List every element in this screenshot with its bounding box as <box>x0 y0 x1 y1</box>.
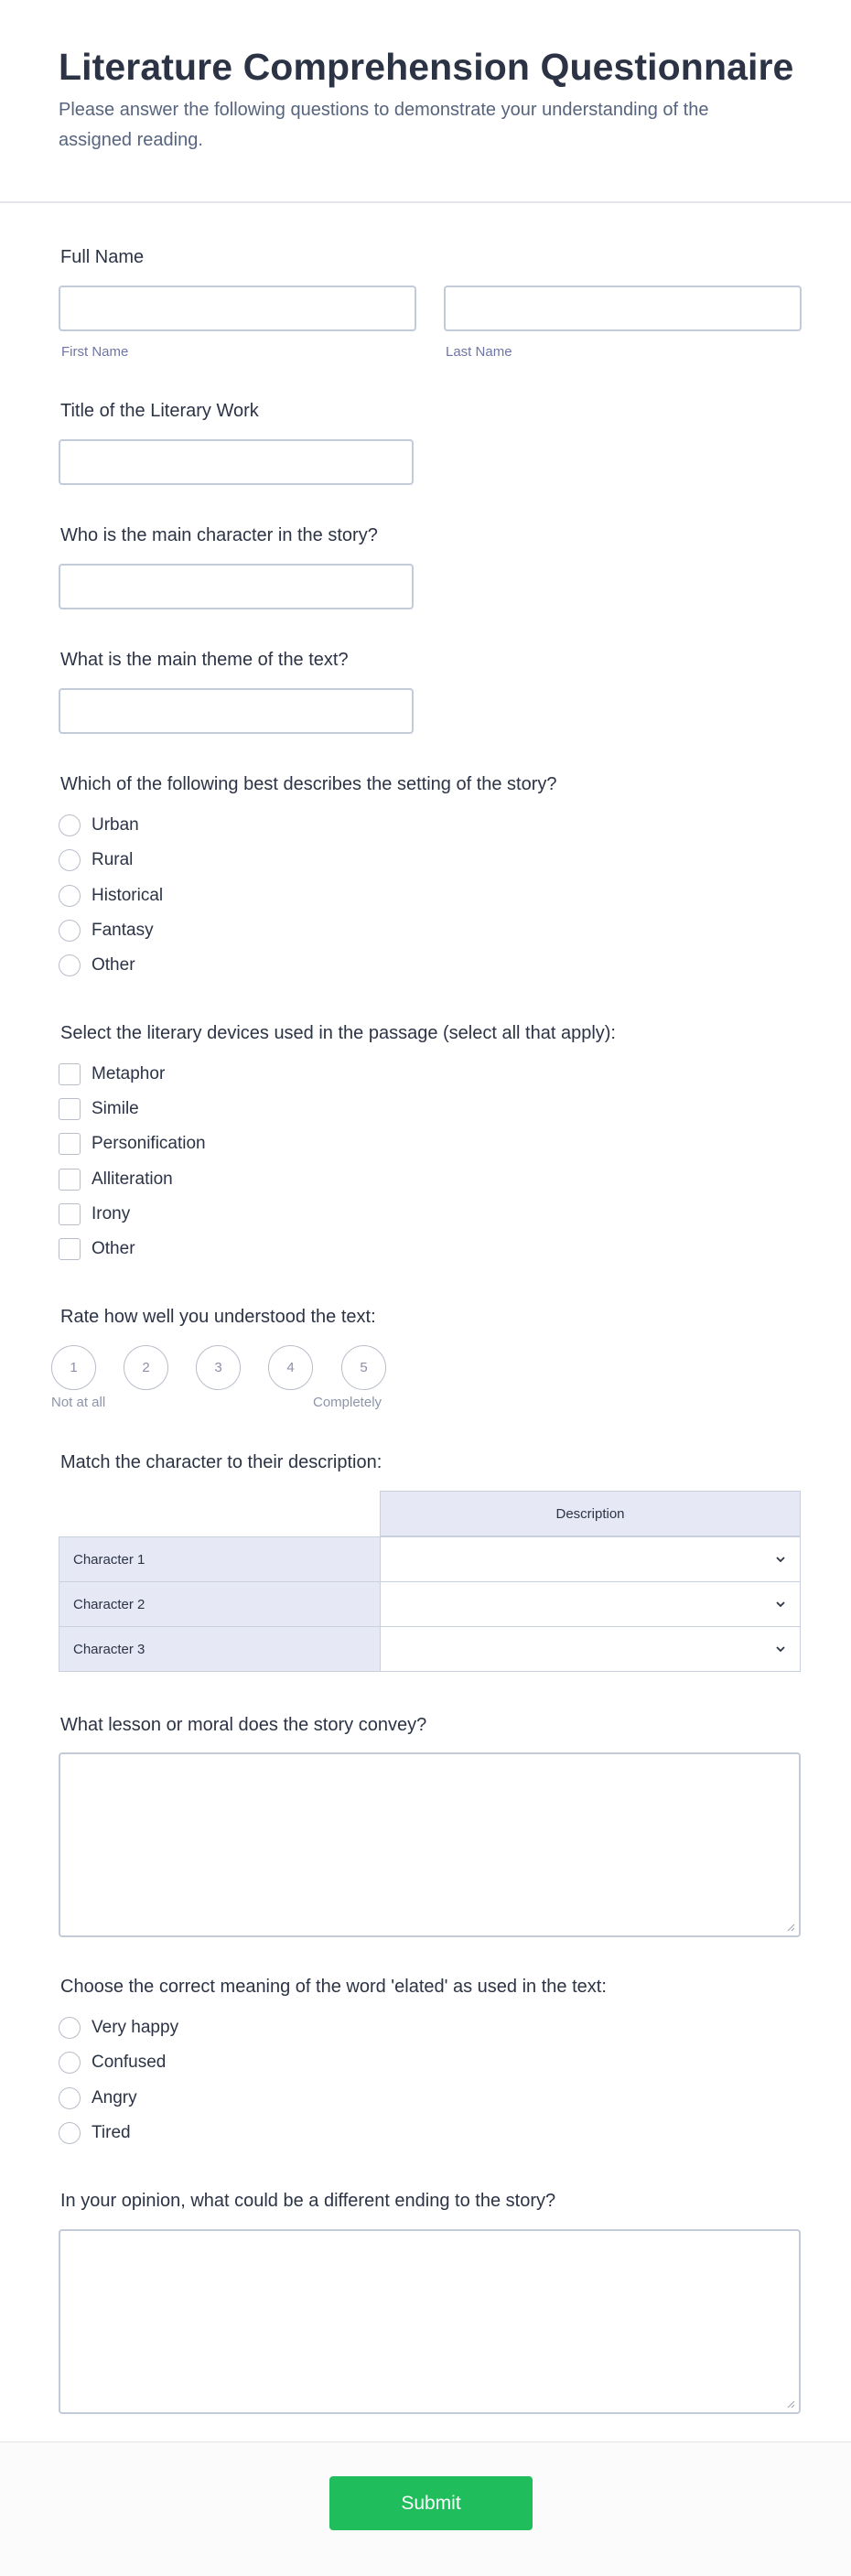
checkbox[interactable] <box>59 1203 81 1225</box>
devices-label: Select the literary devices used in the passage (select all that apply): <box>60 1023 616 1043</box>
last-name-sublabel: Last Name <box>446 344 512 360</box>
rating-option-1[interactable]: 1 <box>51 1345 96 1390</box>
elated-option-tired[interactable] <box>59 2119 131 2147</box>
rating-option-4[interactable]: 4 <box>268 1345 313 1390</box>
setting-option-other[interactable] <box>59 952 135 979</box>
form-title: Literature Comprehension Questionnaire <box>59 46 794 88</box>
radio-button[interactable] <box>59 849 81 871</box>
first-name-input[interactable] <box>59 286 416 331</box>
main-theme-input[interactable] <box>59 688 414 734</box>
main-character-label: Who is the main character in the story? <box>60 525 378 545</box>
chevron-down-icon <box>774 1553 787 1566</box>
checkbox[interactable] <box>59 1169 81 1191</box>
radio-button[interactable] <box>59 814 81 836</box>
matrix-label: Match the character to their description: <box>60 1452 382 1472</box>
option-label: Other <box>92 1239 135 1258</box>
option-label: Urban <box>92 815 139 835</box>
title-work-input[interactable] <box>59 439 414 485</box>
option-label: Tired <box>92 2123 131 2142</box>
option-label: Personification <box>92 1134 206 1153</box>
option-label: Metaphor <box>92 1064 166 1083</box>
radio-button[interactable] <box>59 885 81 907</box>
elated-option-very-happy[interactable] <box>59 2014 178 2042</box>
device-option-alliteration[interactable] <box>59 1166 173 1193</box>
option-label: Other <box>92 955 135 975</box>
rating-option-2[interactable]: 2 <box>124 1345 168 1390</box>
main-theme-label: What is the main theme of the text? <box>60 650 349 670</box>
device-option-other[interactable] <box>59 1235 135 1263</box>
option-label: Alliteration <box>92 1169 173 1189</box>
rating-option-5[interactable]: 5 <box>341 1345 386 1390</box>
form-subtitle: Please answer the following questions to demonstrate your understanding of the assigned reading. <box>59 100 709 150</box>
matrix-row-label: Character 1 <box>59 1536 381 1582</box>
device-option-metaphor[interactable] <box>59 1061 165 1088</box>
lesson-textarea[interactable] <box>59 1752 801 1937</box>
option-label: Historical <box>92 886 164 905</box>
first-name-sublabel: First Name <box>61 344 129 360</box>
radio-button[interactable] <box>59 2122 81 2144</box>
option-label: Fantasy <box>92 921 154 940</box>
chevron-down-icon <box>774 1643 787 1655</box>
option-label: Confused <box>92 2053 167 2072</box>
resize-grip-icon[interactable] <box>786 1923 795 1932</box>
option-label: Angry <box>92 2088 137 2107</box>
form-header <box>0 0 851 203</box>
setting-option-urban[interactable] <box>59 812 139 839</box>
main-character-input[interactable] <box>59 564 414 609</box>
last-name-input[interactable] <box>444 286 802 331</box>
elated-option-angry[interactable] <box>59 2085 137 2112</box>
checkbox[interactable] <box>59 1063 81 1085</box>
device-option-irony[interactable] <box>59 1201 130 1228</box>
device-option-personification[interactable] <box>59 1130 206 1158</box>
elated-label: Choose the correct meaning of the word 'elated' as used in the text: <box>60 1977 607 1997</box>
matrix-row <box>59 1626 801 1672</box>
radio-button[interactable] <box>59 954 81 976</box>
option-label: Very happy <box>92 2018 179 2037</box>
resize-grip-icon[interactable] <box>786 2399 795 2409</box>
lesson-label: What lesson or moral does the story convey? <box>60 1715 427 1735</box>
setting-option-fantasy[interactable] <box>59 917 154 944</box>
checkbox[interactable] <box>59 1098 81 1120</box>
rating-option-3[interactable]: 3 <box>196 1345 241 1390</box>
rating-low-label: Not at all <box>51 1395 106 1410</box>
matrix-row <box>59 1581 801 1627</box>
option-label: Simile <box>92 1099 139 1118</box>
chevron-down-icon <box>774 1598 787 1611</box>
radio-button[interactable] <box>59 920 81 942</box>
rating-label: Rate how well you understood the text: <box>60 1307 376 1327</box>
matrix-row-label: Character 3 <box>59 1626 381 1672</box>
submit-button[interactable]: Submit <box>329 2476 533 2530</box>
radio-button[interactable] <box>59 2052 81 2074</box>
setting-option-historical[interactable] <box>59 882 163 910</box>
matrix-row <box>59 1536 801 1582</box>
ending-label: In your opinion, what could be a different ending to the story? <box>60 2191 556 2211</box>
full-name-label: Full Name <box>60 247 145 267</box>
matrix-column-header: Description <box>380 1491 801 1536</box>
matrix-row-label: Character 2 <box>59 1581 381 1627</box>
checkbox[interactable] <box>59 1238 81 1260</box>
setting-option-rural[interactable] <box>59 846 133 874</box>
radio-button[interactable] <box>59 2017 81 2039</box>
radio-button[interactable] <box>59 2087 81 2109</box>
title-work-label: Title of the Literary Work <box>60 401 259 421</box>
option-label: Irony <box>92 1204 131 1223</box>
elated-option-confused[interactable] <box>59 2049 166 2076</box>
checkbox[interactable] <box>59 1133 81 1155</box>
setting-label: Which of the following best describes the setting of the story? <box>60 774 557 794</box>
rating-high-label: Completely <box>313 1395 382 1410</box>
matrix-dropdown[interactable] <box>380 1536 801 1582</box>
option-label: Rural <box>92 850 134 869</box>
matrix-dropdown[interactable] <box>380 1626 801 1672</box>
matrix-dropdown[interactable] <box>380 1581 801 1627</box>
ending-textarea[interactable] <box>59 2229 801 2414</box>
device-option-simile[interactable] <box>59 1095 139 1123</box>
